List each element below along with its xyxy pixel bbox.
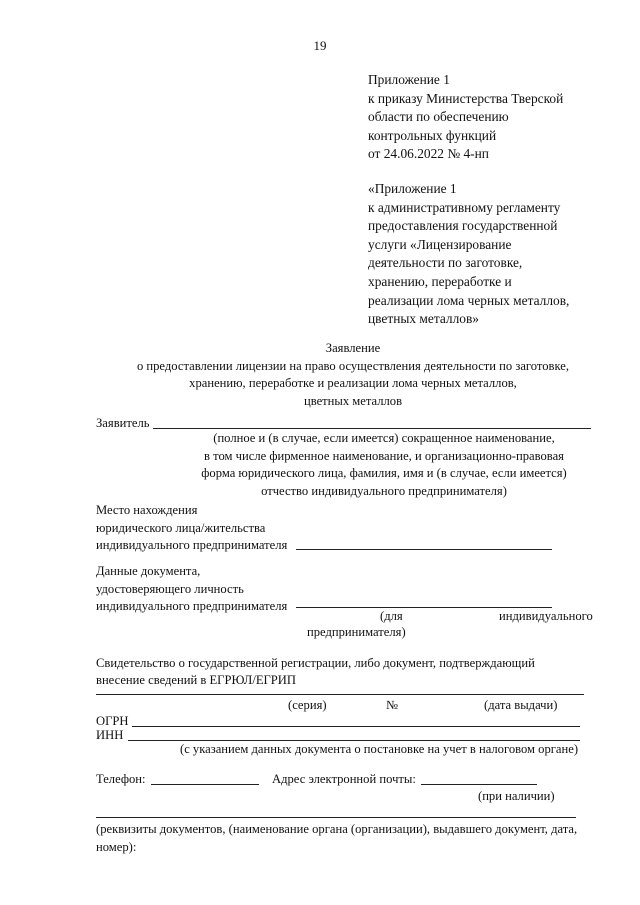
tax-hint: (с указанием данных документа о постановке на учет в налоговом органе)	[180, 742, 579, 756]
registration-number: №	[386, 698, 399, 712]
phone-label: Телефон:	[96, 772, 146, 786]
email-field[interactable]	[421, 784, 537, 785]
identity-line: Данные документа,	[96, 564, 201, 578]
applicant-hint-line: форма юридического лица, фамилия, имя и (в случае, если имеется)	[201, 466, 567, 480]
appendix-line: Приложение 1	[368, 72, 450, 87]
identity-label	[96, 563, 287, 616]
appendix-reg-line: «Приложение 1	[368, 181, 457, 196]
location-label	[96, 502, 287, 555]
title-line: Заявление	[325, 341, 381, 355]
appendix-line: к приказу Министерства Тверской	[368, 90, 564, 106]
identity-line: индивидуального предпринимателя	[96, 599, 288, 613]
identity-hint-entrepreneur: предпринимателя)	[307, 625, 406, 639]
ogrn-label: ОГРН	[96, 714, 129, 728]
appendix-reg-line: хранению, переработке и	[368, 273, 512, 289]
title-line: о предоставлении лицензии на право осуществления деятельности по заготовке,	[136, 358, 570, 373]
registration-issue-date: (дата выдачи)	[484, 698, 558, 712]
registration-line2: внесение сведений в ЕГРЮЛ/ЕГРИП	[96, 673, 296, 687]
identity-hint-for: (для	[380, 609, 403, 623]
appendix-reg-line: к административному регламенту	[368, 199, 561, 215]
email-if-any-hint: (при наличии)	[478, 789, 555, 803]
identity-line: удостоверяющего личность	[96, 581, 244, 596]
location-field[interactable]	[296, 549, 552, 550]
appendix-line: от 24.06.2022 № 4-нп	[368, 146, 489, 162]
appendix-header	[368, 71, 563, 164]
applicant-hint-line: в том числе фирменное наименование, и организационно-правовая	[204, 448, 564, 463]
page-number: 19	[313, 38, 327, 53]
registration-line1: Свидетельство о государственной регистрации, либо документ, подтверждающий	[96, 656, 535, 670]
location-line: Место нахождения	[96, 503, 198, 517]
requisites-hint	[96, 821, 577, 856]
location-line: юридического лица/жительства	[96, 520, 266, 535]
appendix-reg-line: предоставления государственной	[368, 218, 558, 234]
title-line: хранению, переработке и реализации лома черных металлов,	[189, 376, 517, 390]
applicant-hint-line: отчество индивидуального предпринимателя)	[261, 483, 507, 498]
registration-field[interactable]	[96, 694, 584, 695]
inn-label: ИНН	[96, 728, 124, 742]
email-label: Адрес электронной почты:	[272, 772, 416, 786]
appendix-line: контрольных функций	[368, 127, 497, 143]
requisites-line: номер):	[96, 839, 137, 854]
appendix-reg-line: деятельности по заготовке,	[368, 255, 523, 271]
requisites-line: (реквизиты документов, (наименование органа (организации), выдавшего документ, дата,	[96, 822, 578, 836]
document-title	[0, 340, 640, 410]
applicant-hint-line: (полное и (в случае, если имеется) сокращенное наименование,	[213, 431, 555, 445]
applicant-field[interactable]	[153, 428, 591, 429]
applicant-hint	[160, 430, 608, 500]
ogrn-field[interactable]	[132, 726, 580, 727]
appendix-regulation-header	[368, 180, 569, 329]
identity-hint-individual: индивидуального	[499, 609, 593, 623]
title-line: цветных металлов	[303, 393, 403, 408]
phone-field[interactable]	[151, 784, 259, 785]
requisites-field[interactable]	[96, 817, 576, 818]
appendix-line: области по обеспечению	[368, 109, 509, 125]
appendix-reg-line: цветных металлов»	[368, 311, 479, 327]
registration-series: (серия)	[288, 698, 327, 712]
appendix-reg-line: реализации лома черных металлов,	[368, 292, 570, 308]
applicant-label: Заявитель	[96, 416, 150, 430]
appendix-reg-line: услуги «Лицензирование	[368, 236, 512, 252]
location-line: индивидуального предпринимателя	[96, 538, 288, 552]
